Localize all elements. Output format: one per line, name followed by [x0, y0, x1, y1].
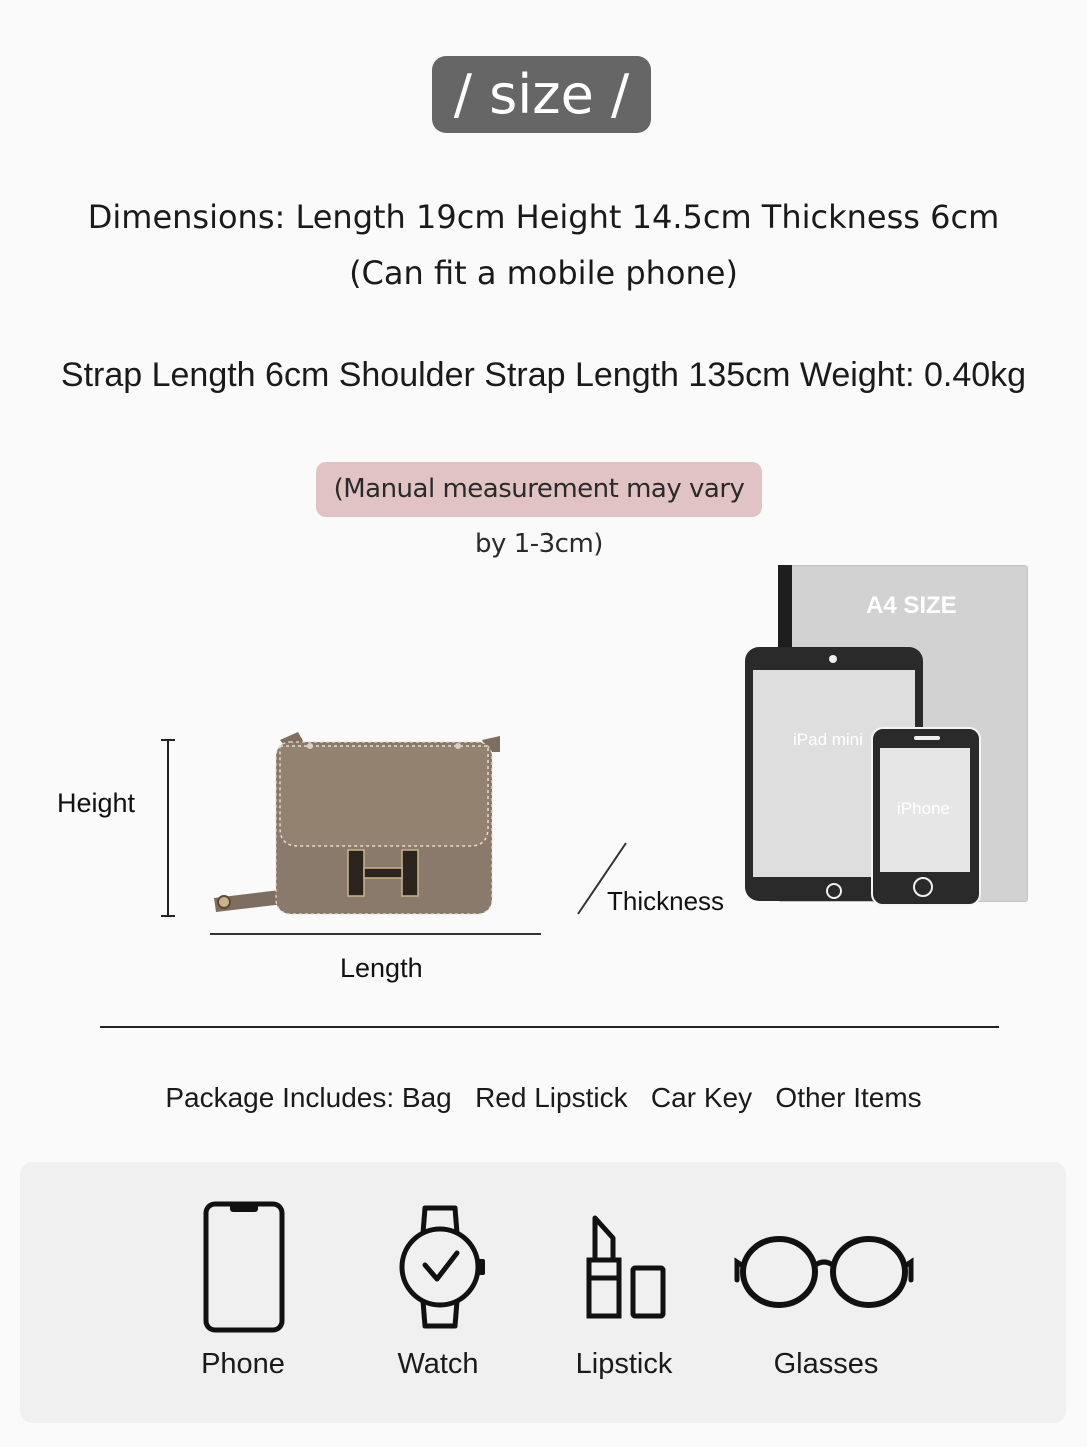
height-measure-line — [158, 736, 178, 920]
strap-text: Strap Length 6cm Shoulder Strap Length 135cm Weight: 0.40kg — [60, 356, 1027, 394]
watch-icon — [395, 1203, 487, 1331]
length-label: Length — [340, 953, 423, 983]
thickness-label: Thickness — [607, 886, 725, 916]
glasses-label: Glasses — [773, 1348, 879, 1380]
size-badge: / size / — [432, 56, 651, 133]
height-label: Height — [57, 788, 136, 818]
package-includes-text: Package Includes: Bag Red Lipstick Car Key Other Items — [165, 1082, 922, 1113]
ipad-label: iPad mini — [793, 730, 863, 749]
ipad-camera — [829, 655, 837, 663]
section-divider — [100, 1026, 999, 1028]
iphone-label: iPhone — [897, 799, 950, 818]
lipstick-icon — [583, 1210, 669, 1320]
phone-label: Phone — [201, 1348, 285, 1380]
iphone-speaker — [914, 736, 940, 740]
length-measure-line — [210, 933, 541, 935]
iphone-home-button — [913, 877, 933, 897]
watch-label: Watch — [397, 1348, 479, 1380]
phone-note: (Can fit a mobile phone) — [349, 254, 738, 292]
glasses-icon — [734, 1232, 914, 1312]
dimensions-text: Dimensions: Length 19cm Height 14.5cm Thickness 6cm — [87, 198, 1000, 236]
measurement-note: (Manual measurement may vary by 1-3cm) — [316, 462, 762, 517]
phone-icon — [202, 1200, 286, 1334]
bag-image — [210, 728, 510, 920]
lipstick-label: Lipstick — [575, 1348, 673, 1380]
ipad-home-button — [826, 883, 842, 899]
a4-label: A4 SIZE — [866, 592, 957, 619]
